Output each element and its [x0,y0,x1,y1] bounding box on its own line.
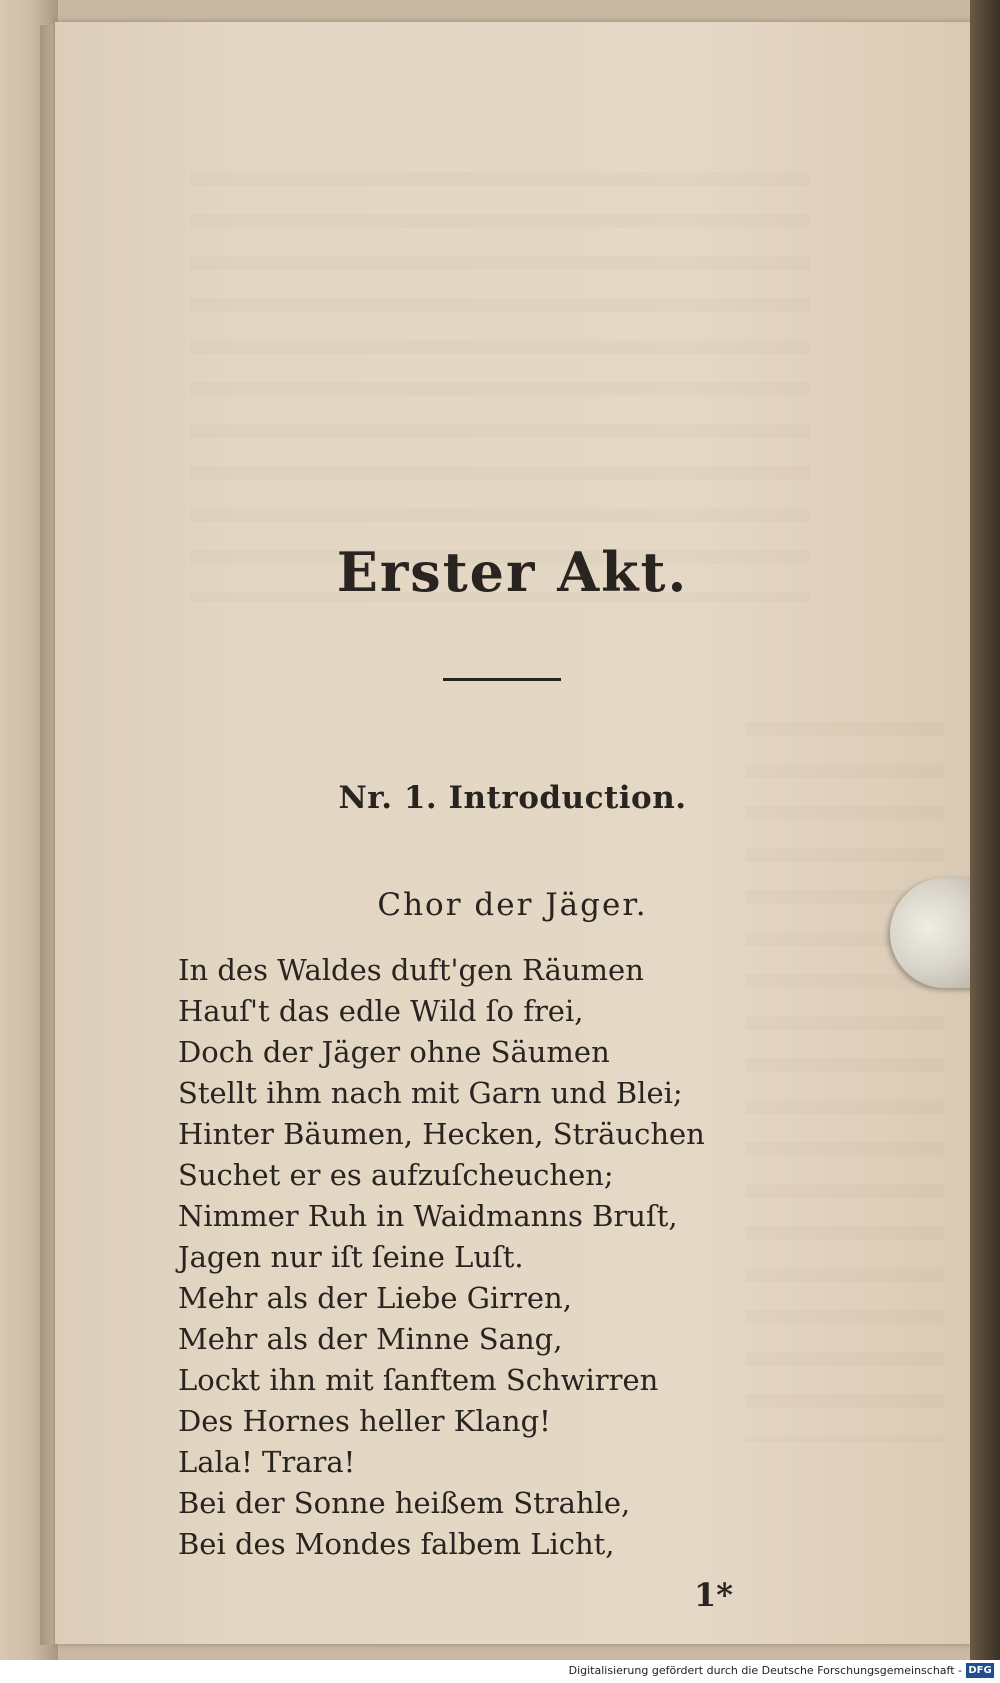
verse-line: Lala! Trara! [178,1445,356,1479]
chorus-title: Chor der Jäger. [377,887,648,923]
verse-line: Stellt ihm nach mit Garn und Blei; [178,1076,683,1110]
verse-block [178,950,705,1565]
footer-credit: Digitalisierung gefördert durch die Deutsche Forschungsgemeinschaft - [568,1664,962,1677]
number-title: Nr. 1. Introduction. [338,780,687,816]
verse-line: Lockt ihn mit ſanftem Schwirren [178,1363,659,1397]
dfg-logo: DFG [966,1663,994,1678]
book-gutter [40,25,54,1645]
show-through-text [190,172,810,602]
verse-line: Jagen nur iſt ſeine Luſt. [178,1240,524,1274]
verse-line: Hinter Bäumen, Hecken, Sträuchen [178,1117,705,1151]
act-title: Erster Akt. [336,540,689,604]
verse-line: Mehr als der Minne Sang, [178,1322,563,1356]
show-through-text-right [745,722,945,1442]
title-divider [443,678,561,681]
verse-line: Suchet er es aufzuſcheuchen; [178,1158,614,1192]
verse-line: Hauſ't das edle Wild ſo frei, [178,994,584,1028]
verse-line: Des Hornes heller Klang! [178,1404,551,1438]
verse-line: Bei des Mondes falbem Licht, [178,1527,615,1561]
verse-line: In des Waldes duft'gen Räumen [178,953,644,987]
verse-line: Mehr als der Liebe Girren, [178,1281,572,1315]
book-cover-edge [970,0,1000,1660]
verse-line: Bei der Sonne heißem Strahle, [178,1486,631,1520]
verse-line: Doch der Jäger ohne Säumen [178,1035,610,1069]
digitization-footer [0,1660,1000,1683]
signature-mark: 1* [694,1576,733,1614]
verse-line: Nimmer Ruh in Waidmanns Bruſt, [178,1199,678,1233]
